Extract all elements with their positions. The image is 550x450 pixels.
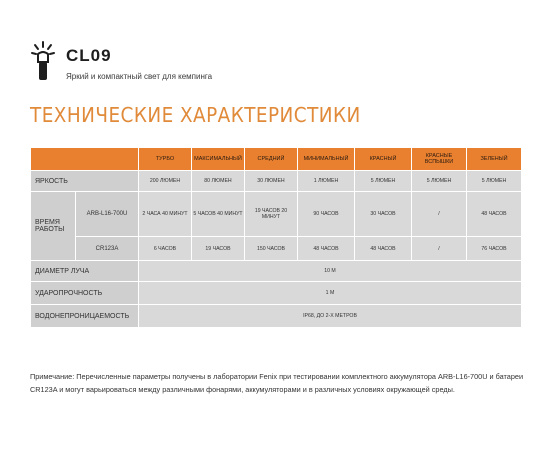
- table-cell: /: [412, 192, 466, 236]
- row-label: ВРЕМЯ РАБОТЫ: [31, 192, 75, 260]
- table-cell: 1 M: [139, 282, 521, 304]
- table-cell: 48 ЧАСОВ: [467, 192, 521, 236]
- spec-table: [30, 147, 522, 328]
- lantern-icon: [30, 40, 56, 82]
- section-title: ТЕХНИЧЕСКИЕ ХАРАКТЕРИСТИКИ: [30, 103, 361, 127]
- table-cell: 5 ЧАСОВ 40 МИНУТ: [192, 192, 244, 236]
- table-cell: 30 ЛЮМЕН: [245, 171, 297, 191]
- table-cell: 19 ЧАСОВ 20 МИНУТ: [245, 192, 297, 236]
- table-cell: IP68, ДО 2-Х МЕТРОВ: [139, 305, 521, 327]
- table-row-runtime-cr: [31, 237, 521, 260]
- table-cell: 150 ЧАСОВ: [245, 237, 297, 260]
- battery-label: ARB-L16-700U: [76, 192, 138, 236]
- column-header: ЗЕЛЕНЫЙ: [467, 148, 521, 170]
- table-header-row: [31, 148, 521, 170]
- table-cell: 90 ЧАСОВ: [298, 192, 354, 236]
- table-cell: 30 ЧАСОВ: [355, 192, 411, 236]
- row-label: ДИАМЕТР ЛУЧА: [31, 261, 138, 281]
- column-header: КРАСНЫЕ ВСПЫШКИ: [412, 148, 466, 170]
- column-header: ТУРБО: [139, 148, 191, 170]
- model-name: CL09: [66, 46, 112, 65]
- table-cell: 10 M: [139, 261, 521, 281]
- row-label: ВОДОНЕПРОНИЦАЕМОСТЬ: [31, 305, 138, 327]
- table-cell: 76 ЧАСОВ: [467, 237, 521, 260]
- table-cell: 48 ЧАСОВ: [355, 237, 411, 260]
- model-subtitle: Яркий и компактный свет для кемпинга: [66, 72, 213, 81]
- column-header: СРЕДНИЙ: [245, 148, 297, 170]
- table-row-brightness: [31, 171, 521, 191]
- table-cell: 2 ЧАСА 40 МИНУТ: [139, 192, 191, 236]
- column-header: МАКСИМАЛЬНЫЙ: [192, 148, 244, 170]
- product-header: [30, 40, 530, 86]
- table-row-beam: [31, 261, 521, 281]
- table-cell: 200 ЛЮМЕН: [139, 171, 191, 191]
- table-cell: 1 ЛЮМЕН: [298, 171, 354, 191]
- table-row-waterproof: [31, 305, 521, 327]
- footnote: Примечание: Перечисленные параметры получены в лаборатории Fenix при тестировании комплектного аккумулятора ARB-L16-700U и батареи CR123A и могут варьироваться между различными фонарями, аккумуляторами и в различных условиях окружающей среды.: [30, 372, 524, 394]
- table-cell: 5 ЛЮМЕН: [355, 171, 411, 191]
- table-cell: 48 ЧАСОВ: [298, 237, 354, 260]
- row-label: УДАРОПРОЧНОСТЬ: [31, 282, 138, 304]
- table-cell: 19 ЧАСОВ: [192, 237, 244, 260]
- row-label: ЯРКОСТЬ: [31, 171, 138, 191]
- table-row-impact: [31, 282, 521, 304]
- battery-label: CR123A: [76, 237, 138, 260]
- table-cell: 6 ЧАСОВ: [139, 237, 191, 260]
- column-header: КРАСНЫЙ: [355, 148, 411, 170]
- table-cell: 5 ЛЮМЕН: [467, 171, 521, 191]
- table-cell: 5 ЛЮМЕН: [412, 171, 466, 191]
- table-cell: 80 ЛЮМЕН: [192, 171, 244, 191]
- table-cell: /: [412, 237, 466, 260]
- header-corner: [31, 148, 138, 170]
- table-row-runtime-arb: [31, 192, 521, 236]
- column-header: МИНИМАЛЬНЫЙ: [298, 148, 354, 170]
